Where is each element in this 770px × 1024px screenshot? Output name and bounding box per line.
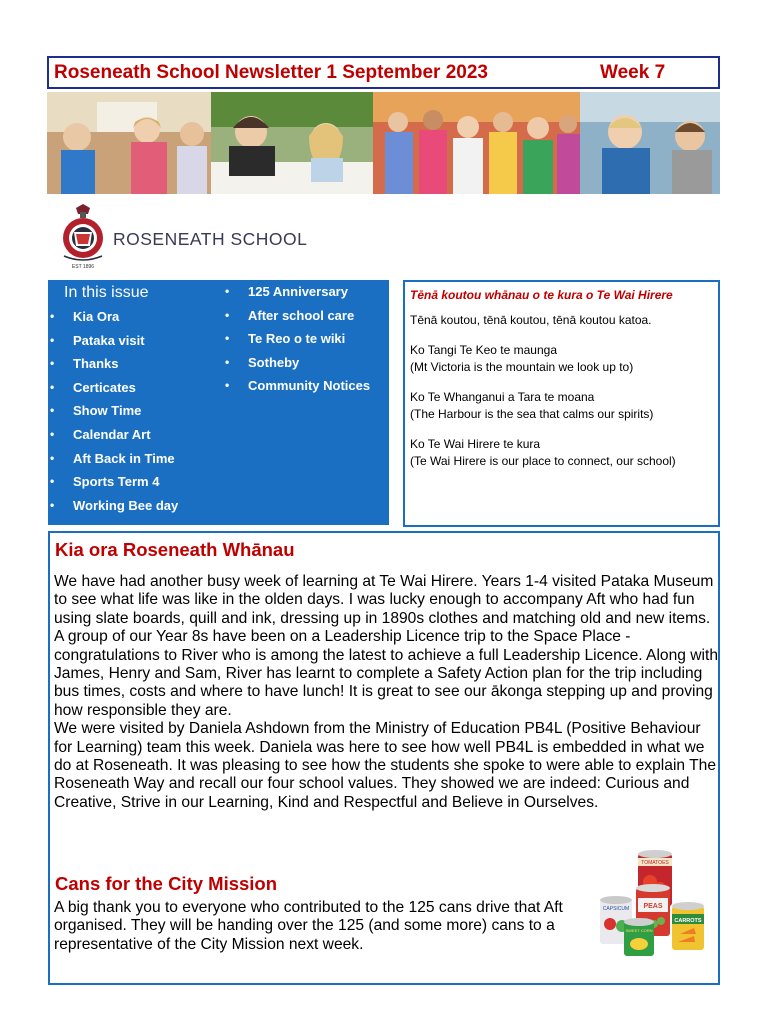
newsletter-title-box bbox=[47, 56, 720, 89]
issue-item[interactable]: • 125 Anniversary bbox=[223, 280, 370, 304]
kia-ora-paragraph: We were visited by Daniela Ashdown from the Ministry of Education PB4L (Positive Behaviour for Learning) team this week. Daniela was here to see how well PB4L is embedded in what we do at Roseneath. It was pleasing to see how the students she spoke to were able to explain The Roseneath Way and recall our four school values. They showed we are indeed: Curious and Creative, Strive in our Learning, Kind and Respectful and Believe in Ourselves. bbox=[54, 720, 717, 811]
crest-text: EST 1896 bbox=[71, 264, 95, 270]
can-label: CARROTS bbox=[674, 918, 702, 924]
can-label: TOMATOES bbox=[641, 860, 669, 866]
cans-body: A big thank you to everyone who contributed to the 125 cans drive that Aft organised. They will be handing over the 125 (and some more) cans to a representative of the City Mission next week. bbox=[54, 899, 563, 953]
issue-item[interactable]: • Community Notices bbox=[223, 374, 370, 398]
greeting-paragraph bbox=[410, 436, 713, 470]
pepeha-line: Ko Tangi Te Keo te maunga bbox=[410, 343, 557, 357]
food-cans-illustration bbox=[598, 848, 708, 958]
greeting-heading: Tēnā koutou whānau o te kura o Te Wai Hirere bbox=[410, 288, 673, 302]
pepeha-translation: (Mt Victoria is the mountain we look up to) bbox=[410, 360, 634, 374]
can-label: PEAS bbox=[643, 903, 663, 910]
photo-banner bbox=[47, 92, 720, 194]
pepeha-line: Ko Te Wai Hirere te kura bbox=[410, 437, 541, 451]
kia-ora-body bbox=[54, 573, 718, 812]
issue-item[interactable]: • Te Reo o te wiki bbox=[223, 327, 370, 351]
issue-item[interactable]: • Kia Ora bbox=[48, 305, 178, 329]
issue-item[interactable]: • After school care bbox=[223, 304, 370, 328]
school-name: ROSENEATH SCHOOL bbox=[113, 229, 308, 249]
issue-item[interactable]: • Thanks bbox=[48, 352, 178, 376]
issue-item[interactable]: • Calendar Art bbox=[48, 423, 178, 447]
issue-item[interactable]: • Show Time bbox=[48, 399, 178, 423]
week-label: Week 7 bbox=[600, 62, 666, 83]
photo-group bbox=[373, 92, 580, 194]
pepeha-line: Ko Te Whanganui a Tara te moana bbox=[410, 390, 595, 404]
issue-item[interactable]: • Sotheby bbox=[223, 351, 370, 375]
kia-ora-paragraph: We have had another busy week of learning at Te Wai Hirere. Years 1-4 visited Pataka Museum to see what life was like in the olden days. I was lucky enough to accompany Aft who had fun using slate boards, quill and ink, dressing up in 1890s clothes and matching old and new items. A group of our Year 8s have been on a Leadership Licence trip to the Space Place - congratulations to River who is among the latest to achieve a full Leadership Licence. Along with James, Henry and Sam, River has learnt to complete a Safety Action plan for the trip including bus times, costs and where to have lunch! It is great to see our ākonga stepping up and proving how responsible they are. bbox=[54, 573, 718, 719]
photo-classroom bbox=[47, 92, 211, 194]
pepeha-translation: (The Harbour is the sea that calms our spirits) bbox=[410, 407, 654, 421]
greeting-paragraph bbox=[410, 389, 713, 423]
in-this-issue-heading: In this issue bbox=[64, 284, 149, 301]
issue-item[interactable]: • Sports Term 4 bbox=[48, 470, 178, 494]
main-article-panel bbox=[48, 531, 720, 985]
issue-list-left bbox=[48, 305, 178, 517]
photo-reading bbox=[580, 92, 720, 194]
pepeha-translation: (Te Wai Hirere is our place to connect, our school) bbox=[410, 454, 676, 468]
in-this-issue-panel bbox=[48, 280, 389, 525]
school-crest-icon bbox=[58, 204, 108, 272]
school-logo bbox=[58, 204, 318, 274]
issue-item[interactable]: • Pataka visit bbox=[48, 329, 178, 353]
issue-item[interactable]: • Working Bee day bbox=[48, 494, 178, 518]
photo-desk bbox=[211, 92, 373, 194]
can-label: SWEET CORN bbox=[625, 928, 653, 933]
greeting-panel bbox=[403, 280, 720, 527]
issue-list-right bbox=[223, 280, 370, 398]
cans-heading: Cans for the City Mission bbox=[55, 873, 278, 894]
can-label: CAPSICUM bbox=[602, 906, 630, 912]
kia-ora-heading: Kia ora Roseneath Whānau bbox=[55, 539, 295, 560]
newsletter-title: Roseneath School Newsletter 1 September 2023 bbox=[54, 62, 488, 83]
greeting-line: Tēnā koutou, tēnā koutou, tēnā koutou katoa. bbox=[410, 313, 652, 327]
greeting-paragraph bbox=[410, 342, 713, 376]
issue-item[interactable]: • Aft Back in Time bbox=[48, 447, 178, 471]
issue-item[interactable]: • Certicates bbox=[48, 376, 178, 400]
